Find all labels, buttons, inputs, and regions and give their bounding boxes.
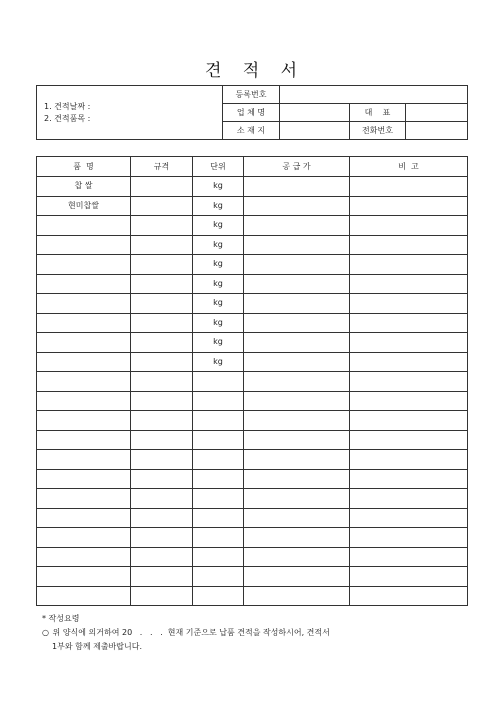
circle-bullet-icon: ○ [42, 628, 49, 637]
item-unit-cell: kg [193, 333, 244, 353]
item-spec-cell [131, 411, 193, 431]
item-remark-cell [350, 372, 468, 392]
item-spec-cell [131, 255, 193, 275]
address-value [280, 122, 350, 140]
item-unit-cell: kg [193, 196, 244, 216]
table-row [37, 547, 468, 567]
item-spec-cell [131, 235, 193, 255]
item-spec-cell [131, 489, 193, 509]
table-row [37, 586, 468, 606]
table-row [37, 235, 468, 255]
item-price-cell [244, 235, 350, 255]
item-remark-cell [350, 508, 468, 528]
item-spec-cell [131, 528, 193, 548]
item-unit-cell [193, 430, 244, 450]
col-header-item-name: 품 명 [37, 157, 131, 177]
item-price-cell [244, 177, 350, 197]
item-price-cell [244, 508, 350, 528]
reg-no-label: 등록번호 [223, 86, 280, 104]
company-name-label: 업 체 명 [223, 104, 280, 122]
item-price-cell [244, 469, 350, 489]
item-spec-cell [131, 567, 193, 587]
item-name-cell [37, 411, 131, 431]
col-header-spec: 규격 [131, 157, 193, 177]
table-row [37, 274, 468, 294]
col-header-unit: 단위 [193, 157, 244, 177]
item-name-cell [37, 333, 131, 353]
item-remark-cell [350, 391, 468, 411]
note-line-2: 1부와 함께 제출바랍니다. [52, 642, 142, 651]
item-unit-cell: kg [193, 352, 244, 372]
item-price-cell [244, 567, 350, 587]
estimate-date-label: 1. 견적날짜 : [44, 101, 91, 111]
item-remark-cell [350, 411, 468, 431]
item-remark-cell [350, 255, 468, 275]
estimate-item-label: 2. 견적품목 : [44, 113, 91, 123]
table-row [37, 177, 468, 197]
item-unit-cell [193, 528, 244, 548]
item-remark-cell [350, 352, 468, 372]
item-spec-cell [131, 430, 193, 450]
item-name-cell [37, 547, 131, 567]
document-title: 견 적 서 [204, 61, 300, 81]
item-spec-cell [131, 216, 193, 236]
item-spec-cell [131, 333, 193, 353]
item-price-cell [244, 586, 350, 606]
estimate-info-cell [37, 86, 223, 140]
table-row [37, 313, 468, 333]
item-spec-cell [131, 508, 193, 528]
company-name-value [280, 104, 350, 122]
item-name-cell [37, 313, 131, 333]
item-unit-cell [193, 469, 244, 489]
table-row [37, 411, 468, 431]
table-row [37, 391, 468, 411]
item-price-cell [244, 391, 350, 411]
item-remark-cell [350, 489, 468, 509]
item-name-cell [37, 372, 131, 392]
item-spec-cell [131, 547, 193, 567]
item-name-cell [37, 216, 131, 236]
item-remark-cell [350, 196, 468, 216]
item-unit-cell: kg [193, 274, 244, 294]
table-row [37, 333, 468, 353]
table-row [37, 528, 468, 548]
item-unit-cell [193, 567, 244, 587]
representative-label: 대 표 [350, 104, 406, 122]
item-name-cell [37, 391, 131, 411]
item-remark-cell [350, 235, 468, 255]
item-price-cell [244, 313, 350, 333]
item-remark-cell [350, 313, 468, 333]
item-price-cell [244, 489, 350, 509]
item-name-cell [37, 508, 131, 528]
item-remark-cell [350, 430, 468, 450]
item-remark-cell [350, 450, 468, 470]
estimate-items-table [36, 156, 468, 606]
item-name-cell [37, 430, 131, 450]
item-spec-cell [131, 352, 193, 372]
item-spec-cell [131, 313, 193, 333]
item-remark-cell [350, 294, 468, 314]
item-name-cell [37, 255, 131, 275]
item-name-cell [37, 235, 131, 255]
item-unit-cell [193, 547, 244, 567]
phone-value [406, 122, 468, 140]
note-line-1 [42, 626, 482, 640]
item-unit-cell: kg [193, 294, 244, 314]
item-spec-cell [131, 177, 193, 197]
table-row [37, 489, 468, 509]
table-row [37, 430, 468, 450]
item-unit-cell [193, 508, 244, 528]
item-spec-cell [131, 450, 193, 470]
item-name-cell [37, 352, 131, 372]
item-unit-cell: kg [193, 177, 244, 197]
address-label: 소 재 지 [223, 122, 280, 140]
table-row [37, 469, 468, 489]
item-name-cell [37, 528, 131, 548]
item-spec-cell [131, 196, 193, 216]
item-unit-cell [193, 372, 244, 392]
item-unit-cell [193, 450, 244, 470]
item-price-cell [244, 528, 350, 548]
item-price-cell [244, 294, 350, 314]
item-spec-cell [131, 586, 193, 606]
note-line-1-text: 위 양식에 의거하여 20 . . . 현재 기준으로 납품 견적을 작성하시어, 견적서 [52, 628, 330, 637]
note-heading: * 작성요령 [42, 614, 80, 623]
item-unit-cell [193, 391, 244, 411]
table-row [37, 567, 468, 587]
item-remark-cell [350, 567, 468, 587]
item-name-cell: 찹 쌀 [37, 177, 131, 197]
item-remark-cell [350, 469, 468, 489]
item-remark-cell [350, 547, 468, 567]
item-name-cell [37, 567, 131, 587]
item-remark-cell [350, 333, 468, 353]
item-name-cell [37, 274, 131, 294]
item-unit-cell: kg [193, 235, 244, 255]
item-price-cell [244, 430, 350, 450]
item-price-cell [244, 274, 350, 294]
phone-label: 전화번호 [350, 122, 406, 140]
item-remark-cell [350, 528, 468, 548]
instructions-note [42, 612, 482, 654]
table-row [37, 216, 468, 236]
supplier-info-table [36, 85, 468, 140]
item-remark-cell [350, 216, 468, 236]
reg-no-value [280, 86, 468, 104]
item-price-cell [244, 372, 350, 392]
item-spec-cell [131, 391, 193, 411]
item-name-cell [37, 450, 131, 470]
item-unit-cell [193, 411, 244, 431]
col-header-price: 공 급 가 [244, 157, 350, 177]
item-remark-cell [350, 177, 468, 197]
item-spec-cell [131, 294, 193, 314]
item-unit-cell: kg [193, 255, 244, 275]
item-spec-cell [131, 274, 193, 294]
table-row [37, 255, 468, 275]
item-unit-cell [193, 586, 244, 606]
item-price-cell [244, 196, 350, 216]
item-price-cell [244, 450, 350, 470]
col-header-remark: 비 고 [350, 157, 468, 177]
item-name-cell: 현미찹쌀 [37, 196, 131, 216]
item-unit-cell: kg [193, 313, 244, 333]
item-remark-cell [350, 274, 468, 294]
item-price-cell [244, 352, 350, 372]
item-price-cell [244, 411, 350, 431]
item-name-cell [37, 469, 131, 489]
item-price-cell [244, 255, 350, 275]
table-row [37, 196, 468, 216]
item-name-cell [37, 586, 131, 606]
item-spec-cell [131, 469, 193, 489]
item-spec-cell [131, 372, 193, 392]
table-row [37, 352, 468, 372]
table-row [37, 294, 468, 314]
item-name-cell [37, 489, 131, 509]
table-row [37, 372, 468, 392]
item-price-cell [244, 333, 350, 353]
item-unit-cell [193, 489, 244, 509]
item-price-cell [244, 216, 350, 236]
representative-value [406, 104, 468, 122]
table-header-row [37, 157, 468, 177]
item-name-cell [37, 294, 131, 314]
item-remark-cell [350, 586, 468, 606]
item-unit-cell: kg [193, 216, 244, 236]
item-price-cell [244, 547, 350, 567]
table-row [37, 450, 468, 470]
table-row [37, 508, 468, 528]
